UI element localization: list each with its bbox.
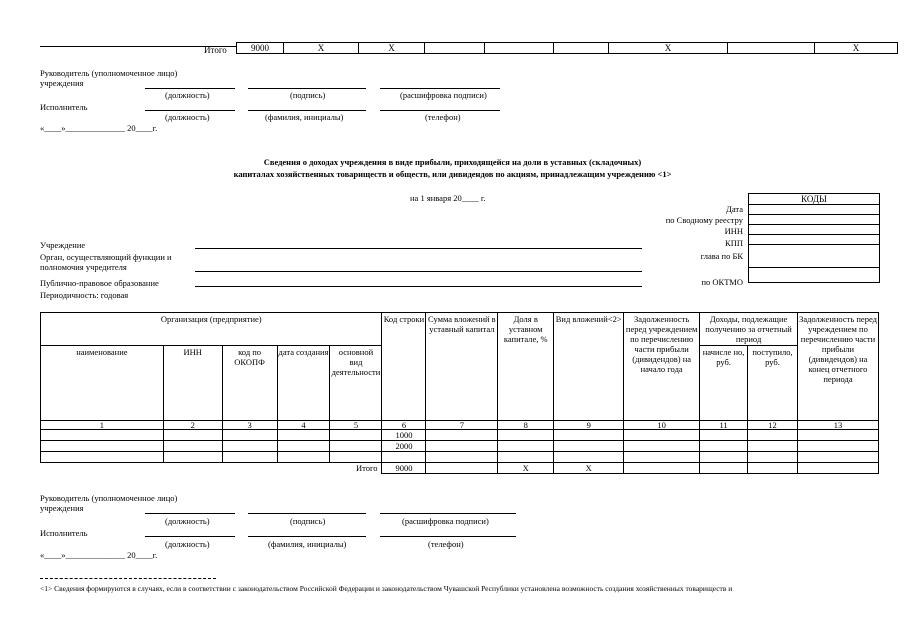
total-row <box>41 463 879 474</box>
decoding-line <box>380 513 516 514</box>
executor-phone-line <box>380 536 516 537</box>
position-line <box>145 88 235 89</box>
col-number: 5 <box>330 421 382 430</box>
row-code <box>382 452 426 463</box>
col-okopf-header: код по ОКОПФ <box>222 346 277 421</box>
executor-phone-line <box>380 110 500 111</box>
top-total-cell: X <box>609 43 728 54</box>
code-date-cell <box>749 205 880 215</box>
decoding-caption: (расшифровка подписи) <box>400 90 487 100</box>
executor-name-line <box>248 536 366 537</box>
col-debt-end-header: Задолженность перед учреждением по перечислению части прибыли (дивидендов) на конец отчетного периода <box>798 313 879 421</box>
organ-line <box>195 271 642 272</box>
total-share: X <box>498 463 554 474</box>
signature-caption: (подпись) <box>290 516 326 526</box>
municipal-label: Публично-правовое образование <box>40 278 159 288</box>
phone-caption: (телефон) <box>428 539 464 549</box>
date-line: «____»______________ 20____г. <box>40 123 158 133</box>
name-caption: (фамилия, инициалы) <box>268 539 347 549</box>
head-label-2: учреждения <box>40 78 84 88</box>
col-number: 1 <box>41 421 164 430</box>
col-received-header: поступило, руб. <box>748 346 798 421</box>
top-total-cell: X <box>359 43 425 54</box>
col-activity-header: основной вид деятельности <box>330 346 382 421</box>
col-number: 3 <box>222 421 277 430</box>
executor-position-line <box>145 110 235 111</box>
municipal-line <box>195 286 642 287</box>
top-total-row <box>236 42 898 54</box>
codes-header: КОДЫ <box>749 194 880 205</box>
col-number: 7 <box>426 421 498 430</box>
report-date: на 1 января 20____ г. <box>410 193 486 203</box>
codes-box <box>748 193 880 283</box>
form-title-line-2: капиталах хозяйственных товариществ и обществ, или дивидендов по акциям, принадлежащим учреждению <1> <box>233 169 672 179</box>
income-table <box>40 312 879 474</box>
code-inn-label: ИНН <box>724 226 743 236</box>
executor-label: Исполнитель <box>40 528 88 538</box>
col-type-header: Вид вложений<2> <box>554 313 624 421</box>
col-income-header: Доходы, подлежащие получению за отчетный период <box>700 313 798 346</box>
col-number: 4 <box>277 421 330 430</box>
top-total-cell <box>425 43 485 54</box>
col-number: 13 <box>798 421 879 430</box>
decoding-caption: (расшифровка подписи) <box>402 516 489 526</box>
top-total-cell: X <box>815 43 898 54</box>
col-date-header: дата создания <box>277 346 330 421</box>
head-label: Руководитель (уполномоченное лицо) <box>40 68 178 78</box>
total-label: Итого <box>355 463 378 473</box>
signature-line <box>248 513 366 514</box>
table-row <box>41 430 879 441</box>
footnote: <1> Сведения формируются в случаях, если в соответствии с законодательством Российской Федерации и законодательством Чувашской Республики установлена возможность создания хозяйственных товариществ и <box>40 584 733 593</box>
phone-caption: (телефон) <box>425 112 461 122</box>
table-row <box>41 441 879 452</box>
form-title-line-1: Сведения о доходах учреждения в виде прибыли, приходящейся на доли в уставных (складочных) <box>263 157 642 167</box>
row-code: 2000 <box>382 441 426 452</box>
date-line: «____»______________ 20____г. <box>40 550 158 560</box>
col-inn-header: ИНН <box>163 346 222 421</box>
footnote-divider <box>40 578 216 579</box>
top-total-label: Итого <box>204 45 227 55</box>
executor-position-caption: (должность) <box>165 539 210 549</box>
executor-label: Исполнитель <box>40 102 88 112</box>
total-code: 9000 <box>382 463 426 474</box>
top-total-cell <box>485 43 554 54</box>
col-accrued-header: начисле но, руб. <box>700 346 748 421</box>
signature-caption: (подпись) <box>290 90 326 100</box>
code-registry-label: по Сводному реестру <box>665 215 743 225</box>
signature-line <box>248 88 366 89</box>
executor-position-line <box>145 536 235 537</box>
head-label-2: учреждения <box>40 503 84 513</box>
position-caption: (должность) <box>165 90 210 100</box>
periodicity-label: Периодичность: годовая <box>40 290 129 300</box>
executor-position-caption: (должность) <box>165 112 210 122</box>
institution-label: Учреждение <box>40 240 86 250</box>
col-number: 6 <box>382 421 426 430</box>
col-name-header: наименование <box>41 346 164 421</box>
institution-line <box>195 248 642 249</box>
code-date-label: Дата <box>726 204 743 214</box>
col-number: 9 <box>554 421 624 430</box>
org-header: Организация (предприятие) <box>41 313 382 346</box>
col-number: 8 <box>498 421 554 430</box>
code-kpp-cell <box>749 235 880 245</box>
name-caption: (фамилия, инициалы) <box>265 112 344 122</box>
total-type: X <box>554 463 624 474</box>
head-label: Руководитель (уполномоченное лицо) <box>40 493 178 503</box>
top-total-cell <box>728 43 815 54</box>
col-number: 12 <box>748 421 798 430</box>
position-caption: (должность) <box>165 516 210 526</box>
col-number: 2 <box>163 421 222 430</box>
code-bk-cell <box>749 245 880 268</box>
col-number: 10 <box>624 421 700 430</box>
position-line <box>145 513 235 514</box>
organ-label-2: полномочия учредителя <box>40 262 127 272</box>
decoding-line <box>380 88 500 89</box>
code-registry-cell <box>749 215 880 225</box>
code-oktmo-label: по ОКТМО <box>701 277 743 287</box>
code-oktmo-cell <box>749 268 880 283</box>
col-debt-start-header: Задолженность перед учреждением по перечислению части прибыли (дивидендов) на начало года <box>624 313 700 421</box>
col-code-header: Код строки <box>382 313 426 421</box>
col-share-header: Доля в уставном капитале, % <box>498 313 554 421</box>
top-total-cell <box>554 43 609 54</box>
code-inn-cell <box>749 225 880 235</box>
table-row <box>41 452 879 463</box>
row-code: 1000 <box>382 430 426 441</box>
top-total-cell: X <box>284 43 359 54</box>
col-sum-header: Сумма вложений в уставный капитал <box>426 313 498 421</box>
code-bk-label: глава по БК <box>700 251 743 261</box>
code-kpp-label: КПП <box>725 238 743 248</box>
organ-label: Орган, осуществляющий функции и <box>40 252 172 262</box>
col-number: 11 <box>700 421 748 430</box>
executor-name-line <box>248 110 366 111</box>
top-total-code: 9000 <box>237 43 284 54</box>
